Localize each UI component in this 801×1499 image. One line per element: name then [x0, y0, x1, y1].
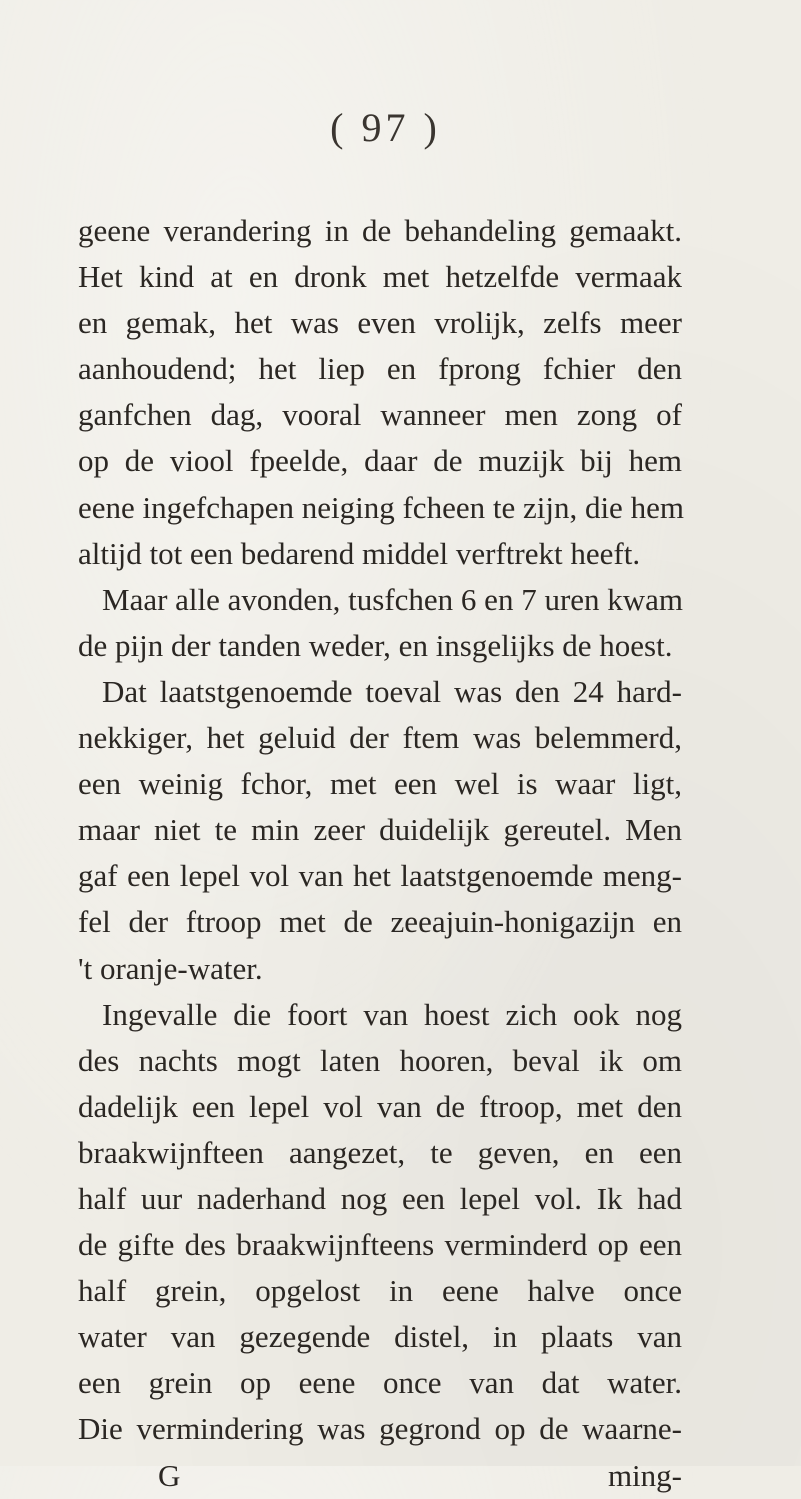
text-line: eene ingefchapen neiging fcheen te zijn, die hem: [78, 489, 684, 525]
catchword: ming-: [607, 1457, 682, 1493]
text-line: aanhoudend; het liep en fprong fchier den: [78, 351, 682, 387]
text-line: 't oranje-water.: [78, 950, 263, 986]
text-line: en gemak, het was even vrolijk, zelfs meer: [78, 305, 682, 341]
text-line: braakwijnfteen aangezet, te geven, en een: [78, 1134, 682, 1170]
text-line: Ingevalle die foort van hoest zich ook nog: [102, 996, 682, 1032]
text-line: water van gezegende distel, in plaats van: [78, 1319, 682, 1355]
text-line: des nachts mogt laten hooren, beval ik om: [78, 1042, 682, 1078]
signature-mark: G: [158, 1457, 181, 1493]
text-line: ganfchen dag, vooral wanneer men zong of: [78, 397, 682, 433]
text-line: maar niet te min zeer duidelijk gereutel. Men: [78, 812, 682, 848]
text-line: dadelijk een lepel vol van de ftroop, met den: [78, 1088, 682, 1124]
text-line: nekkiger, het geluid der ftem was belemmerd,: [78, 720, 682, 756]
text-line: Die vermindering was gegrond op de waarne-: [78, 1411, 682, 1447]
page-number: ( 97 ): [330, 105, 441, 150]
text-line: op de viool fpeelde, daar de muzijk bij hem: [78, 443, 682, 479]
body-text: [78, 208, 682, 1499]
text-line: geene verandering in de behandeling gemaakt.: [78, 213, 682, 248]
text-line: altijd tot een bedarend middel verftrekt heeft.: [78, 535, 641, 571]
text-line: de pijn der tanden weder, en insgelijks de hoest.: [78, 627, 673, 663]
text-line: een weinig fchor, met een wel is waar ligt,: [78, 766, 682, 802]
text-line: half uur naderhand nog een lepel vol. Ik had: [78, 1180, 682, 1216]
text-line: fel der ftroop met de zeeajuin-honigazijn en: [78, 904, 682, 940]
text-line: Het kind at en dronk met hetzelfde vermaak: [78, 259, 682, 295]
text-line: Dat laatstgenoemde toeval was den 24 hard-: [102, 673, 682, 709]
page-footer: [78, 1453, 682, 1499]
text-line: half grein, opgelost in eene halve once: [78, 1273, 682, 1309]
text-line: gaf een lepel vol van het laatstgenoemde meng-: [78, 858, 682, 894]
text-line: een grein op eene once van dat water.: [78, 1365, 682, 1401]
text-line: Maar alle avonden, tusfchen 6 en 7 uren kwam: [102, 581, 684, 617]
text-line: de gifte des braakwijnfteens verminderd op een: [78, 1227, 682, 1263]
